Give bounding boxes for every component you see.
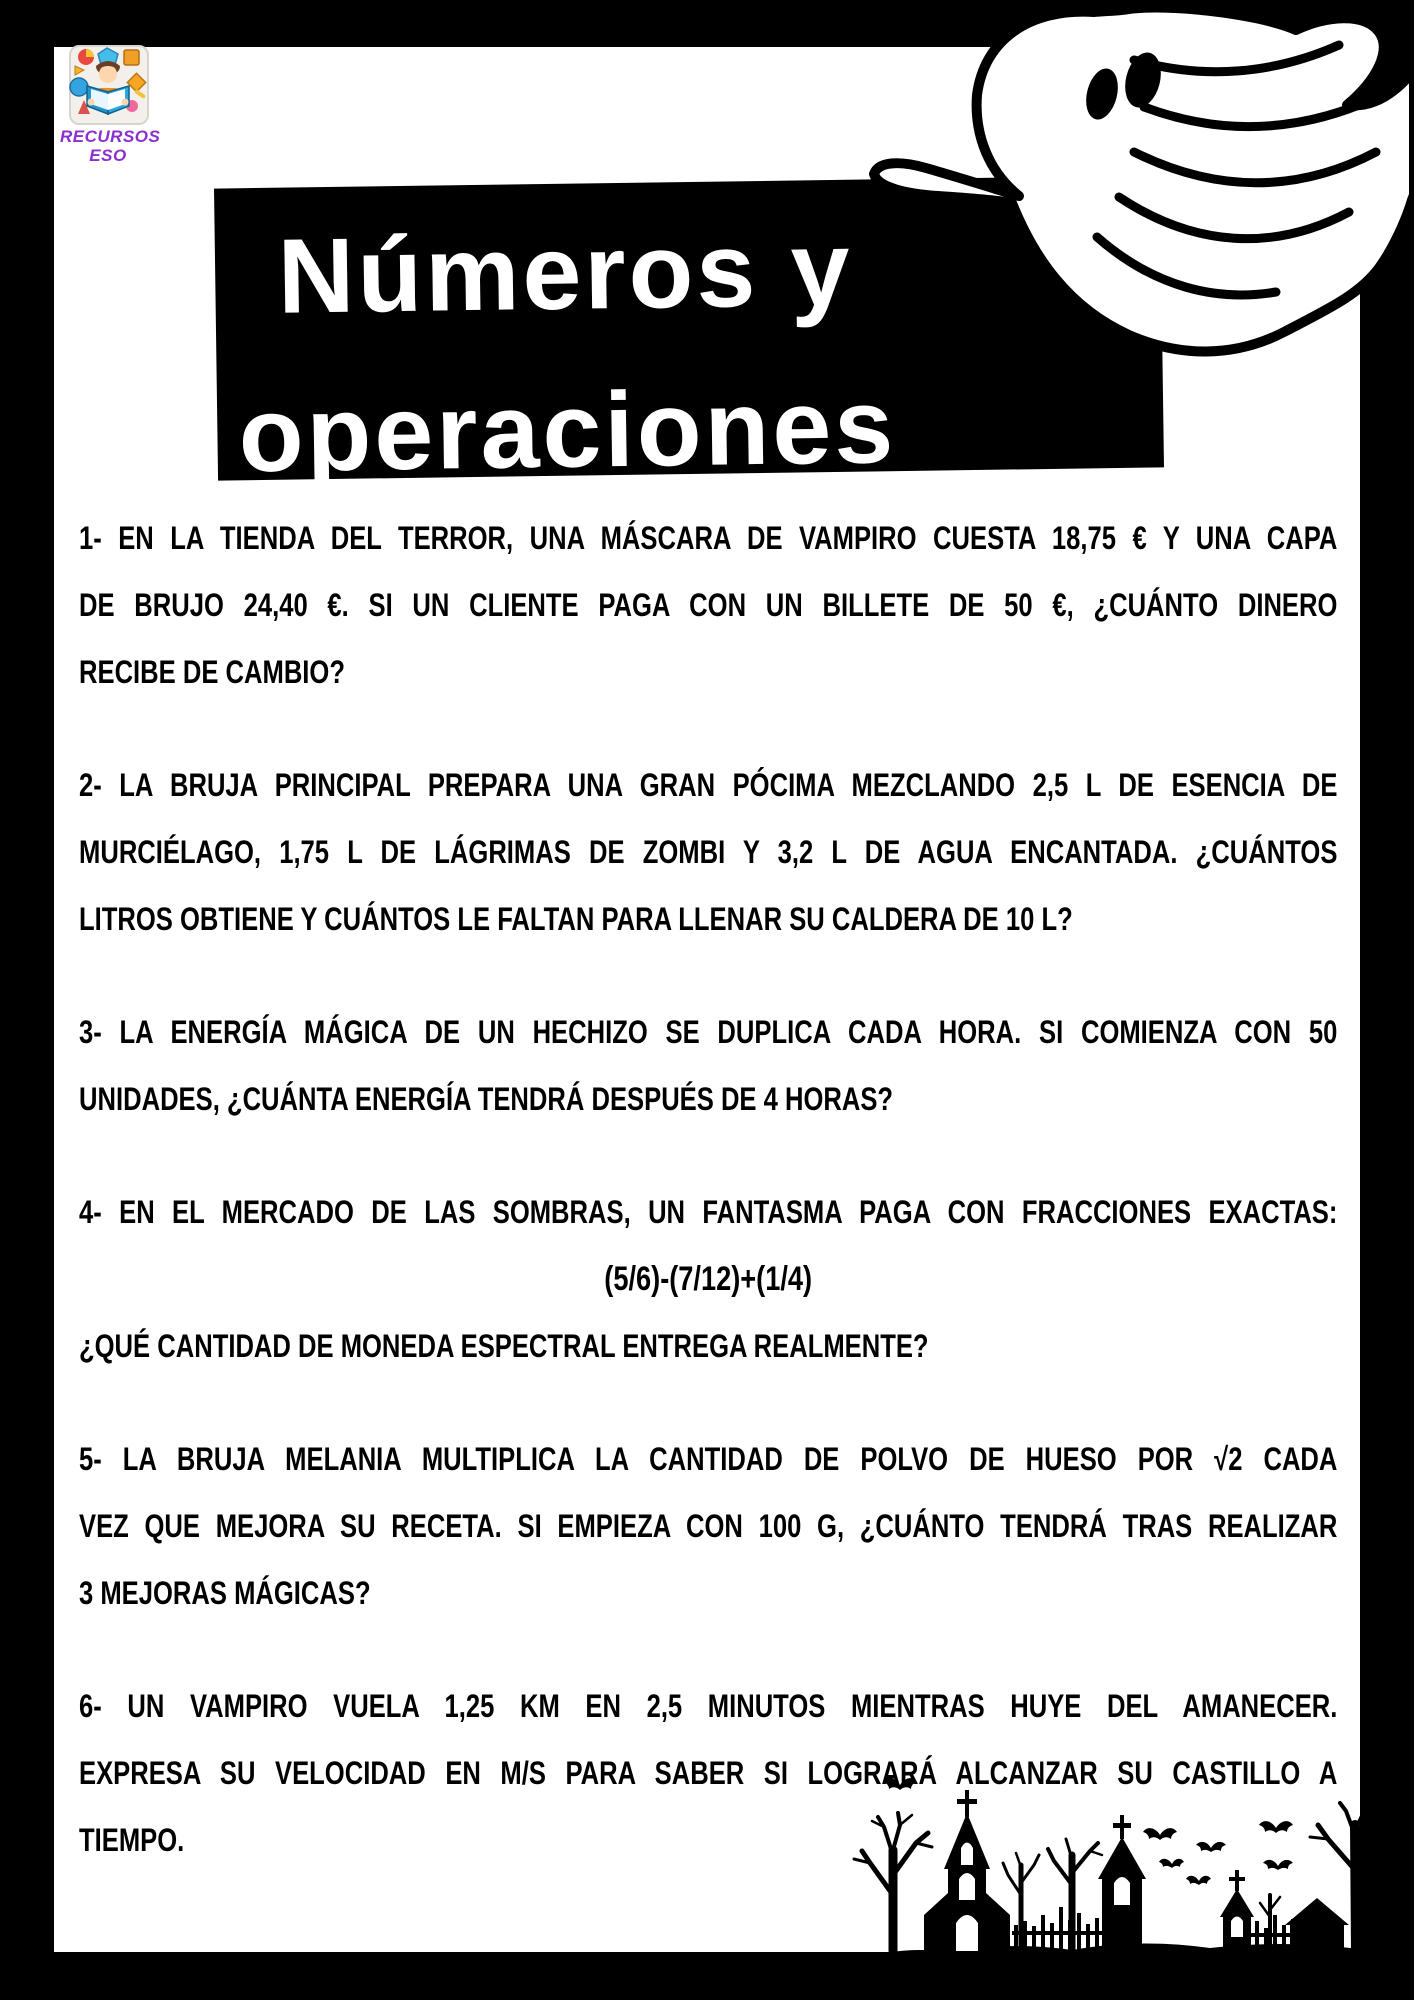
recursos-eso-logo [60,44,161,165]
problem-3-line1: 3- LA ENERGÍA MÁGICA DE UN HECHIZO SE DUPLICA CADA HORA. SI COMIENZA CON 50 [79,1014,1338,1050]
worksheet-body [79,505,1337,1920]
logo-subtitle: ESO [89,146,127,165]
page-border-left [0,0,54,2000]
problem-1 [79,505,1337,706]
problem-2-line3: LITROS OBTIENE Y CUÁNTOS LE FALTAN PARA LLENAR SU CALDERA DE 10 L? [79,901,1073,937]
problem-5-line1: 5- LA BRUJA MELANIA MULTIPLICA LA CANTIDAD DE POLVO DE HUESO POR √2 CADA [79,1441,1338,1477]
problem-2-line2: MURCIÉLAGO, 1,75 L DE LÁGRIMAS DE ZOMBI Y 3,2 L DE AGUA ENCANTADA. ¿CUÁNTOS [79,834,1338,870]
problem-2-line1: 2- LA BRUJA PRINCIPAL PREPARA UNA GRAN PÓCIMA MEZCLANDO 2,5 L DE ESENCIA DE [79,767,1338,803]
problem-6-line3: TIEMPO. [79,1822,185,1858]
problem-6 [79,1673,1337,1874]
problem-4-formula: (5/6)-(7/12)+(1/4) [604,1260,813,1298]
problem-2 [79,752,1337,953]
problem-4 [79,1179,1337,1380]
problem-6-line2: EXPRESA SU VELOCIDAD EN M/S PARA SABER SI LOGRARÁ ALCANZAR SU CASTILLO A [79,1755,1338,1791]
problem-4-question: ¿QUÉ CANTIDAD DE MONEDA ESPECTRAL ENTREGA REALMENTE? [79,1328,929,1364]
problem-5 [79,1426,1337,1627]
logo-title: RECURSOS [60,127,161,146]
page-title-line1: Números y [276,209,854,336]
ghost-icon [834,0,1414,370]
problem-3-line2: UNIDADES, ¿CUÁNTA ENERGÍA TENDRÁ DESPUÉS DE 4 HORAS? [79,1081,894,1117]
page-title-line2: operaciones [237,367,897,495]
page-title [214,189,918,515]
ghost-illustration [834,0,1414,370]
problem-3 [79,999,1337,1133]
problem-5-line3: 3 MEJORAS MÁGICAS? [79,1575,371,1611]
problem-1-line1: 1- EN LA TIENDA DEL TERROR, UNA MÁSCARA DE VAMPIRO CUESTA 18,75 € Y UNA CAPA [79,520,1338,556]
problem-6-line1: 6- UN VAMPIRO VUELA 1,25 KM EN 2,5 MINUTOS MIENTRAS HUYE DEL AMANECER. [79,1688,1338,1724]
problem-1-line2: DE BRUJO 24,40 €. SI UN CLIENTE PAGA CON UN BILLETE DE 50 €, ¿CUÁNTO DINERO [79,587,1338,623]
problem-5-line2: VEZ QUE MEJORA SU RECETA. SI EMPIEZA CON 100 G, ¿CUÁNTO TENDRÁ TRAS REALIZAR [79,1508,1338,1544]
problem-4-intro: 4- EN EL MERCADO DE LAS SOMBRAS, UN FANTASMA PAGA CON FRACCIONES EXACTAS: [79,1194,1338,1230]
logo-icon [60,44,156,126]
problem-1-line3: RECIBE DE CAMBIO? [79,654,345,690]
